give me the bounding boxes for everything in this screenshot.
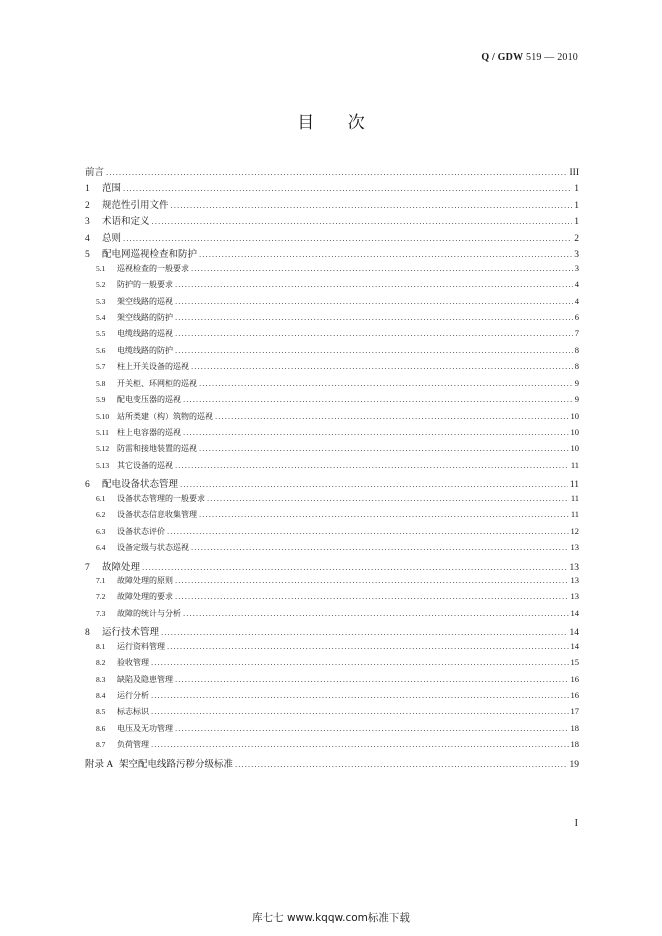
toc-entry-page: 10 [570,427,579,437]
toc-entry-number: 3 [85,217,90,228]
toc-entry-label: 故障处理 [102,561,141,573]
toc-entry-number: 5.6 [96,345,106,355]
toc-entry[interactable] [85,756,579,772]
toc-entry[interactable] [85,509,579,525]
toc-entry-number: 6 [85,480,90,491]
toc-dot-leader [175,577,569,585]
toc-entry[interactable] [85,706,579,722]
toc-entry-label: 术语和定义 [102,216,150,228]
toc-entry[interactable] [85,641,579,657]
toc-entry-page: 3 [574,250,579,261]
toc-entry-number: 8.3 [96,674,106,684]
toc-entry-page: 3 [574,262,579,273]
toc-entry-page: 8 [574,361,579,372]
toc-entry[interactable] [85,674,579,690]
toc-entry[interactable] [85,411,579,427]
toc-entry-label: 配电设备状态管理 [102,479,179,491]
toc-entry-number: 5.2 [96,280,106,290]
toc-entry-label: 设备状态信息收集管理 [117,510,197,520]
toc-entry[interactable] [85,608,579,624]
table-of-contents [85,164,579,772]
toc-dot-leader [199,445,569,453]
toc-entry-page: 18 [570,739,579,750]
toc-entry-number: 6.3 [96,526,106,536]
toc-dot-leader [180,481,568,489]
toc-dot-leader [171,202,573,210]
toc-dot-leader [207,495,569,503]
toc-entry-label: 设备状态管理的一般要求 [117,493,205,503]
toc-entry[interactable] [85,739,579,755]
toc-dot-leader [175,462,569,470]
toc-entry-number: 1 [85,184,90,195]
toc-dot-leader [151,741,569,749]
toc-entry-page: 17 [570,706,579,717]
toc-dot-leader [175,347,573,355]
toc-entry-label: 故障处理的要求 [117,592,173,602]
toc-entry[interactable] [85,328,579,344]
toc-entry[interactable] [85,246,579,262]
toc-entry[interactable] [85,460,579,476]
toc-entry[interactable] [85,690,579,706]
toc-entry-page: 14 [570,640,579,651]
toc-entry[interactable] [85,213,579,229]
toc-entry[interactable] [85,197,579,213]
toc-entry-label: 设备状态评价 [117,526,165,536]
toc-entry[interactable] [85,296,579,312]
toc-dot-leader [167,528,569,536]
toc-dot-leader [151,692,569,700]
toc-entry[interactable] [85,526,579,542]
toc-entry-page: 10 [570,410,579,421]
toc-entry[interactable] [85,493,579,509]
toc-entry[interactable] [85,542,579,558]
toc-entry[interactable] [85,180,579,196]
toc-entry-number: 5.1 [96,263,106,273]
toc-entry-number: 8.2 [96,658,106,668]
toc-entry-label: 负荷管理 [117,740,149,750]
toc-entry-label: 防护的一般要求 [117,280,173,290]
toc-dot-leader [235,761,567,769]
toc-entry-number: 7.2 [96,592,106,602]
toc-entry-page: 18 [570,722,579,733]
toc-entry-page: 13 [569,562,579,573]
toc-dot-leader [175,725,569,733]
toc-entry-number: 2 [85,200,90,211]
toc-entry-number: 5.13 [96,460,110,470]
toc-dot-leader [142,564,567,572]
toc-entry[interactable] [85,575,579,591]
toc-dot-leader [183,610,569,618]
toc-entry-label: 验收管理 [117,658,149,668]
toc-dot-leader [123,185,572,193]
toc-entry[interactable] [85,657,579,673]
toc-entry-number: 5 [85,250,90,261]
toc-entry-label: 柱上开关设备的巡视 [117,362,189,372]
toc-entry-number: 7 [85,562,90,573]
toc-entry-number: 8.7 [96,740,106,750]
toc-entry-label: 规范性引用文件 [102,199,169,211]
toc-entry-page: 9 [574,377,579,388]
toc-entry-page: 11 [569,480,579,491]
toc-entry-label: 架空线路的巡视 [117,296,173,306]
footer-watermark: 库七七 www.kqqw.com标准下载 [252,912,410,924]
page-number: I [574,818,578,829]
toc-entry-number: 8.4 [96,691,106,700]
toc-entry-label: 其它设备的巡视 [117,460,173,470]
toc-entry-page: 19 [569,759,579,770]
toc-entry-number: 5.8 [96,378,106,388]
toc-entry-label: 柱上电容器的巡视 [117,428,181,437]
toc-entry[interactable] [85,230,579,246]
toc-entry-label: 缺陷及隐患管理 [117,674,173,684]
toc-entry-label: 电缆线路的防护 [117,345,173,355]
toc-entry-page: 14 [570,607,579,618]
toc-dot-leader [152,218,573,226]
toc-entry-label: 运行资料管理 [117,641,165,651]
toc-entry-page: III [569,168,579,178]
toc-entry[interactable] [85,345,579,361]
toc-dot-leader [175,593,569,601]
document-code-number: 519 — 2010 [526,52,578,63]
toc-dot-leader [191,363,573,371]
toc-entry-label: 标志标识 [117,707,149,717]
toc-entry-label: 设备定级与状态巡视 [117,543,189,553]
toc-entry-number: 8.6 [96,723,106,733]
page-title: 目 次 [297,113,379,133]
toc-entry-number: 5.11 [96,428,109,437]
toc-entry-page: 13 [570,542,579,553]
document-code [481,52,578,63]
toc-entry[interactable] [85,361,579,377]
toc-entry-page: 7 [574,328,579,339]
toc-entry-page: 10 [570,443,579,454]
toc-entry[interactable] [85,394,579,410]
toc-entry-label: 架空配电线路污秽分级标准 [119,758,234,770]
toc-entry-number: 4 [85,233,90,244]
toc-entry-number: 6.1 [96,493,106,503]
toc-entry-label: 巡视检查的一般要求 [117,263,189,273]
toc-entry[interactable] [85,263,579,279]
toc-entry-label: 架空线路的防护 [117,312,173,322]
toc-entry-label: 站所类建（构）筑物的巡视 [117,411,213,421]
toc-entry-page: 6 [574,311,579,322]
toc-entry-page: 15 [570,657,579,668]
toc-dot-leader [175,314,573,322]
toc-dot-leader [199,511,569,519]
toc-dot-leader [106,169,567,177]
toc-entry[interactable] [85,312,579,328]
toc-entry-label: 配电变压器的巡视 [117,395,181,405]
toc-entry-label: 电压及无功管理 [117,723,173,733]
toc-entry-number: 7.3 [96,608,106,618]
toc-entry-page: 4 [574,295,579,306]
toc-entry-label: 配电网巡视检查和防护 [102,249,198,261]
toc-entry-number: 5.9 [96,395,106,405]
toc-entry-page: 11 [570,509,579,520]
toc-entry-number: 5.3 [96,296,106,306]
toc-entry-page: 14 [569,628,579,639]
toc-dot-leader [191,265,573,273]
toc-entry[interactable] [85,164,579,180]
toc-entry-number: 5.4 [96,312,106,322]
toc-entry-page: 12 [570,525,579,536]
toc-entry-label: 范围 [102,183,122,195]
toc-dot-leader [191,544,569,552]
toc-entry[interactable] [85,427,579,443]
toc-dot-leader [199,251,572,259]
toc-entry-number: 8.1 [96,641,106,651]
toc-dot-leader [199,380,573,388]
toc-entry-page: 13 [570,574,579,585]
toc-dot-leader [175,281,573,289]
toc-entry-number: 5.7 [96,362,106,372]
toc-entry[interactable] [85,624,579,640]
toc-entry-page: 11 [570,492,579,503]
toc-entry[interactable] [85,279,579,295]
toc-entry[interactable] [85,378,579,394]
toc-dot-leader [183,396,573,404]
toc-entry-number: 8 [85,628,90,639]
toc-entry-page: 2 [574,233,579,244]
toc-entry-label: 前言 [85,167,105,178]
toc-entry-page: 13 [570,591,579,602]
toc-dot-leader [175,676,569,684]
toc-entry-page: 1 [574,184,579,195]
toc-dot-leader [183,429,569,437]
toc-entry-label: 防雷和接地装置的巡视 [117,444,197,454]
toc-dot-leader [123,235,572,243]
toc-entry-page: 1 [574,200,579,211]
toc-entry-number: 8.5 [96,707,106,717]
toc-entry-label: 运行分析 [117,691,149,700]
toc-entry-label: 故障处理的原则 [117,575,173,585]
toc-dot-leader [151,708,569,716]
toc-entry-page: 11 [570,459,579,470]
toc-dot-leader [151,659,569,667]
toc-entry-page: 16 [570,673,579,684]
toc-entry[interactable] [85,476,579,492]
toc-dot-leader [167,643,569,651]
toc-entry-number: 附录 A [85,759,114,770]
toc-entry-number: 5.10 [96,411,110,421]
toc-entry-number: 5.12 [96,444,110,454]
toc-entry-number: 7.1 [96,575,106,585]
toc-entry-label: 故障的统计与分析 [117,608,181,618]
toc-entry-page: 8 [574,344,579,355]
toc-entry-page: 16 [570,690,579,700]
toc-entry-page: 1 [574,217,579,228]
toc-entry-number: 6.4 [96,543,106,553]
toc-entry[interactable] [85,443,579,459]
toc-dot-leader [175,330,573,338]
toc-entry-page: 4 [574,279,579,290]
toc-dot-leader [161,629,567,637]
toc-entry-label: 总则 [102,232,122,244]
toc-entry[interactable] [85,591,579,607]
toc-entry-number: 5.5 [96,329,106,339]
toc-entry-label: 运行技术管理 [102,627,160,639]
toc-entry-label: 开关柜、环网柜的巡视 [117,378,197,388]
document-code-prefix: Q / GDW [481,52,524,63]
toc-entry[interactable] [85,559,579,575]
toc-dot-leader [175,298,573,306]
toc-entry-label: 电缆线路的巡视 [117,329,173,339]
toc-dot-leader [215,413,569,421]
toc-entry-number: 6.2 [96,510,106,520]
toc-entry[interactable] [85,723,579,739]
toc-entry-page: 9 [574,394,579,405]
